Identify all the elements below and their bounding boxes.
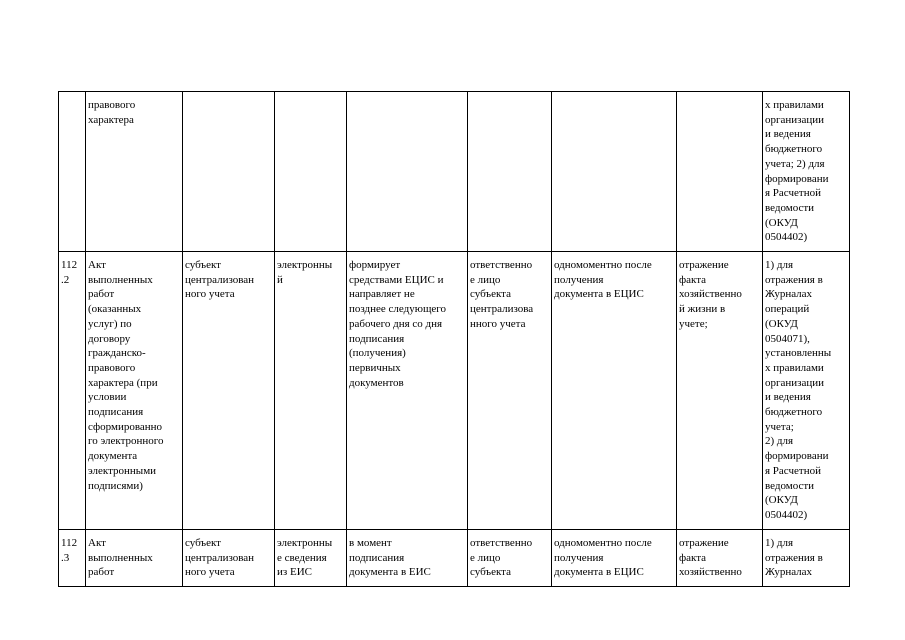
- cell-usage: 1) для отражения в Журналах: [763, 530, 850, 587]
- cell-subject: субъект централизован ного учета: [183, 530, 275, 587]
- cell-document-name: Акт выполненных работ: [86, 530, 183, 587]
- cell-procedure: [347, 92, 468, 252]
- cell-subject: [183, 92, 275, 252]
- cell-responsible: ответственно е лицо субъекта: [468, 530, 552, 587]
- table-row: [59, 92, 850, 252]
- cell-document-name: правового характера: [86, 92, 183, 252]
- cell-responsible: [468, 92, 552, 252]
- cell-usage: х правилами организации и ведения бюджетного учета; 2) для формировани я Расчетной ведомости (ОКУД 0504402): [763, 92, 850, 252]
- cell-form: [275, 92, 347, 252]
- cell-usage: 1) для отражения в Журналах операций (ОКУД 0504071), установленны х правилами организации и ведения бюджетного учета; 2) для формировани я Расчетной ведомости (ОКУД 0504402): [763, 252, 850, 530]
- cell-subject: субъект централизован ного учета: [183, 252, 275, 530]
- cell-procedure: формирует средствами ЕЦИС и направляет не позднее следующего рабочего дня со дня подписания (получения) первичных документов: [347, 252, 468, 530]
- cell-purpose: отражение факта хозяйственно: [677, 530, 763, 587]
- document-table: [58, 91, 850, 587]
- cell-form: электронны й: [275, 252, 347, 530]
- cell-form: электронны е сведения из ЕИС: [275, 530, 347, 587]
- cell-number: 112 .2: [59, 252, 86, 530]
- cell-document-name: Акт выполненных работ (оказанных услуг) по договору гражданско- правового характера (при условии подписания сформированно го электронного документа электронными подписями): [86, 252, 183, 530]
- cell-responsible: ответственно е лицо субъекта централизова нного учета: [468, 252, 552, 530]
- cell-procedure: в момент подписания документа в ЕИС: [347, 530, 468, 587]
- cell-purpose: отражение факта хозяйственно й жизни в учете;: [677, 252, 763, 530]
- cell-deadline: одномоментно после получения документа в ЕЦИС: [552, 252, 677, 530]
- cell-deadline: [552, 92, 677, 252]
- cell-purpose: [677, 92, 763, 252]
- cell-number: [59, 92, 86, 252]
- table-row: [59, 530, 850, 587]
- table-row: [59, 252, 850, 530]
- cell-deadline: одномоментно после получения документа в ЕЦИС: [552, 530, 677, 587]
- cell-number: 112 .3: [59, 530, 86, 587]
